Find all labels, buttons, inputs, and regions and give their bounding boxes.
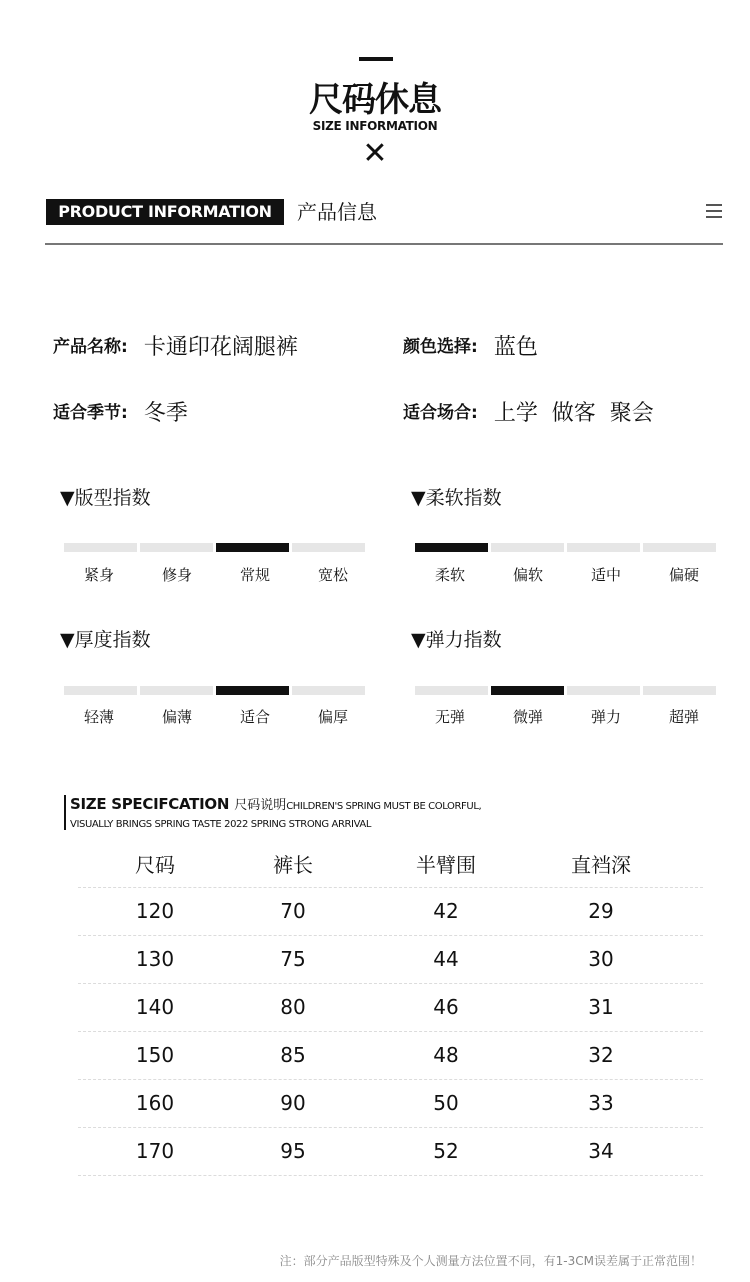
footer-note: 注：部分产品版型特殊及个人测量方法位置不同，有1-3CM误差属于正常范围！	[279, 1254, 702, 1268]
header-title: 尺码休息	[309, 80, 441, 120]
size-table	[78, 842, 703, 1176]
field-product-name	[53, 332, 298, 363]
field-value: 冬季	[143, 401, 188, 426]
meter-label: 偏厚	[317, 708, 348, 726]
meter-segment	[415, 686, 488, 695]
table-header-row	[78, 842, 703, 888]
table-cell: 150	[135, 1043, 175, 1067]
menu-icon	[706, 204, 722, 218]
meter-segment	[491, 543, 564, 552]
meter-label: 偏软	[512, 566, 543, 584]
meter-label: 超弹	[668, 708, 699, 726]
table-cell: 29	[588, 899, 614, 923]
table-row	[78, 936, 703, 984]
meter-label: 无弹	[434, 708, 465, 726]
meter-label: 微弹	[512, 708, 543, 726]
fit-index-labels	[64, 565, 376, 585]
column-header: 裤长	[273, 853, 313, 877]
meter-label: 偏薄	[161, 708, 192, 726]
table-cell: 75	[280, 947, 306, 971]
table-cell: 120	[135, 899, 175, 923]
meter-segment	[292, 686, 365, 695]
softness-index-labels	[415, 565, 727, 585]
cross-icon: ✕	[362, 136, 388, 171]
spec-title-cn: 尺码说明	[234, 798, 287, 813]
thickness-index-labels	[64, 707, 376, 727]
meter-segment	[415, 543, 488, 552]
column-header: 半臂围	[416, 853, 476, 877]
table-cell: 32	[588, 1043, 614, 1067]
meter-label: 适合	[239, 708, 270, 726]
meter-segment	[567, 686, 640, 695]
table-cell: 90	[280, 1091, 306, 1115]
table-cell: 95	[280, 1139, 306, 1163]
meter-label: 偏硬	[668, 566, 699, 584]
elasticity-index-labels	[415, 707, 727, 727]
field-value: 蓝色	[493, 335, 538, 360]
table-cell: 80	[280, 995, 306, 1019]
meter-segment	[140, 686, 213, 695]
meter-label: 轻薄	[83, 708, 114, 726]
meter-label: 紧身	[83, 566, 114, 584]
table-cell: 34	[588, 1139, 614, 1163]
field-value: 上学 做客 聚会	[493, 401, 654, 426]
softness-index-title: ▼柔软指数	[411, 487, 502, 509]
thickness-index-meter	[64, 686, 365, 695]
field-label: 颜色选择:	[403, 337, 478, 357]
meter-label: 弹力	[590, 708, 621, 726]
meter-segment	[140, 543, 213, 552]
field-label: 适合场合:	[403, 403, 478, 423]
meter-label: 修身	[161, 566, 192, 584]
table-cell: 44	[433, 947, 459, 971]
meter-segment	[643, 543, 716, 552]
elasticity-index-meter	[415, 686, 716, 695]
table-cell: 42	[433, 899, 459, 923]
field-label: 产品名称:	[53, 337, 128, 357]
column-header: 直裆深	[571, 853, 631, 877]
table-cell: 48	[433, 1043, 459, 1067]
header-subtitle: SIZE INFORMATION	[312, 119, 438, 133]
table-cell: 46	[433, 995, 459, 1019]
meter-label: 柔软	[434, 566, 465, 584]
product-information-badge: PRODUCT INFORMATION	[46, 199, 284, 225]
table-row	[78, 1128, 703, 1176]
field-season	[53, 398, 188, 429]
table-row	[78, 1032, 703, 1080]
table-row	[78, 1080, 703, 1128]
table-row	[78, 888, 703, 936]
field-value: 卡通印花阔腿裤	[143, 335, 298, 360]
meter-segment	[64, 543, 137, 552]
table-cell: 70	[280, 899, 306, 923]
column-header: 尺码	[135, 853, 175, 877]
meter-segment	[292, 543, 365, 552]
table-row	[78, 984, 703, 1032]
spec-tagline: CHILDREN'S SPRING MUST BE COLORFUL,	[286, 801, 482, 812]
table-cell: 30	[588, 947, 614, 971]
table-cell: 31	[588, 995, 614, 1019]
spec-heading	[70, 794, 481, 817]
meter-segment	[643, 686, 716, 695]
field-label: 适合季节:	[53, 403, 128, 423]
field-color	[403, 332, 538, 363]
meter-segment	[216, 543, 289, 552]
table-cell: 140	[135, 995, 175, 1019]
fit-index-meter	[64, 543, 365, 552]
table-cell: 160	[135, 1091, 175, 1115]
thickness-index-title: ▼厚度指数	[60, 629, 151, 651]
product-information-title: 产品信息	[297, 200, 377, 224]
meter-segment	[567, 543, 640, 552]
spec-accent-bar	[64, 795, 66, 830]
meter-label: 宽松	[317, 566, 348, 584]
spec-title-en: SIZE SPECIFCATION	[70, 795, 230, 813]
fit-index-title: ▼版型指数	[60, 487, 151, 509]
table-cell: 85	[280, 1043, 306, 1067]
section-divider	[45, 243, 723, 245]
meter-label: 适中	[590, 566, 621, 584]
softness-index-meter	[415, 543, 716, 552]
elasticity-index-title: ▼弹力指数	[411, 629, 502, 651]
meter-segment	[491, 686, 564, 695]
field-occasion	[403, 398, 654, 429]
meter-segment	[64, 686, 137, 695]
table-cell: 170	[135, 1139, 175, 1163]
table-cell: 33	[588, 1091, 614, 1115]
table-cell: 52	[433, 1139, 459, 1163]
spec-tagline-2: VISUALLY BRINGS SPRING TASTE 2022 SPRING STRONG ARRIVAL	[70, 819, 372, 830]
table-cell: 50	[433, 1091, 459, 1115]
meter-segment	[216, 686, 289, 695]
meter-label: 常规	[239, 566, 270, 584]
table-cell: 130	[135, 947, 175, 971]
header-dash	[359, 57, 393, 61]
